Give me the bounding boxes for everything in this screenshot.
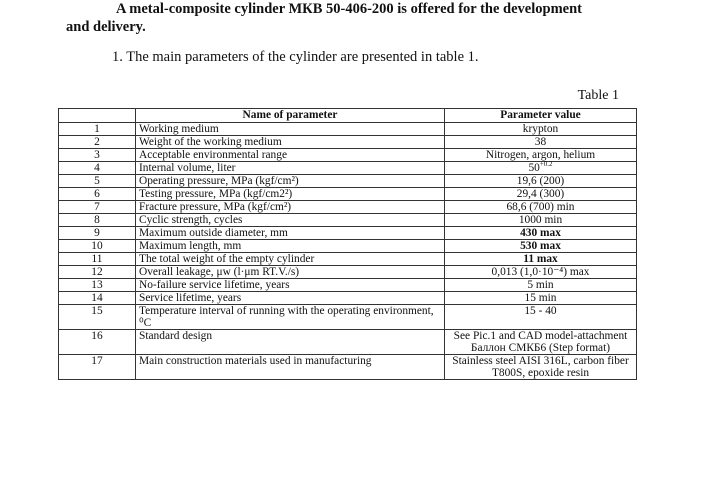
table-row — [59, 292, 637, 305]
row-number: 4 — [59, 162, 136, 175]
parameter-value: 68,6 (700) min — [445, 201, 637, 214]
parameter-value — [445, 162, 637, 175]
parameter-name: Internal volume, liter — [136, 162, 445, 175]
table-row — [59, 305, 637, 330]
row-number: 14 — [59, 292, 136, 305]
parameter-value: 0,013 (1,0·10⁻⁴) max — [445, 266, 637, 279]
parameter-value: Nitrogen, argon, helium — [445, 149, 637, 162]
parameter-value: 11 max — [445, 253, 637, 266]
table-caption: Table 1 — [577, 88, 619, 103]
parameter-value: 1000 min — [445, 214, 637, 227]
document-heading — [66, 0, 706, 36]
parameter-value: krypton — [445, 123, 637, 136]
header-value: Parameter value — [445, 109, 637, 123]
table-row — [59, 188, 637, 201]
table-row — [59, 266, 637, 279]
table-row — [59, 279, 637, 292]
table-row — [59, 136, 637, 149]
parameter-name: Testing pressure, MPa (kgf/cm2²) — [136, 188, 445, 201]
parameter-value: 29,4 (300) — [445, 188, 637, 201]
parameter-value: Stainless steel AISI 316L, carbon fiber T800S, epoxide resin — [445, 355, 637, 380]
value-main: 50 — [528, 162, 540, 174]
row-number: 11 — [59, 253, 136, 266]
row-number: 12 — [59, 266, 136, 279]
intro-paragraph: 1. The main parameters of the cylinder are presented in table 1. — [112, 49, 479, 65]
parameter-value: 19,6 (200) — [445, 175, 637, 188]
parameter-name: Service lifetime, years — [136, 292, 445, 305]
parameter-name: Maximum length, mm — [136, 240, 445, 253]
parameter-name: Main construction materials used in manufacturing — [136, 355, 445, 380]
parameter-name: Operating pressure, MPa (kgf/cm²) — [136, 175, 445, 188]
row-number: 6 — [59, 188, 136, 201]
row-number: 10 — [59, 240, 136, 253]
table-row — [59, 330, 637, 355]
row-number: 5 — [59, 175, 136, 188]
row-number: 7 — [59, 201, 136, 214]
parameter-name: Working medium — [136, 123, 445, 136]
row-number: 15 — [59, 305, 136, 330]
parameter-value: 15 min — [445, 292, 637, 305]
heading-line-1: A metal-composite cylinder МКВ 50-406-200 is offered for the development — [116, 1, 582, 17]
table-header-row — [59, 109, 637, 123]
parameter-name: Weight of the working medium — [136, 136, 445, 149]
row-number: 8 — [59, 214, 136, 227]
row-number: 3 — [59, 149, 136, 162]
parameter-value: 15 - 40 — [445, 305, 637, 330]
table-row — [59, 355, 637, 380]
table-row — [59, 214, 637, 227]
parameter-name: The total weight of the empty cylinder — [136, 253, 445, 266]
parameter-name: Cyclic strength, cycles — [136, 214, 445, 227]
table-row — [59, 240, 637, 253]
parameter-name: Maximum outside diameter, mm — [136, 227, 445, 240]
parameter-name: Standard design — [136, 330, 445, 355]
parameter-value: 38 — [445, 136, 637, 149]
parameter-value: See Pic.1 and CAD model-attachment Баллон СМКБ6 (Step format) — [445, 330, 637, 355]
table-row — [59, 162, 637, 175]
row-number: 13 — [59, 279, 136, 292]
parameter-name: Temperature interval of running with the operating environment, ⁰C — [136, 305, 445, 330]
header-name: Name of parameter — [136, 109, 445, 123]
row-number: 16 — [59, 330, 136, 355]
value-tolerance: +0.2 — [539, 160, 553, 169]
heading-line-2: and delivery. — [66, 19, 146, 35]
table-row — [59, 253, 637, 266]
parameter-name: Overall leakage, μw (l·μm RT.V./s) — [136, 266, 445, 279]
table-row — [59, 201, 637, 214]
table-row — [59, 175, 637, 188]
parameter-value: 430 max — [445, 227, 637, 240]
parameter-name: Fracture pressure, MPa (kgf/cm²) — [136, 201, 445, 214]
row-number: 1 — [59, 123, 136, 136]
header-number — [59, 109, 136, 123]
parameter-value: 5 min — [445, 279, 637, 292]
row-number: 2 — [59, 136, 136, 149]
parameter-value: 530 max — [445, 240, 637, 253]
table-row — [59, 123, 637, 136]
row-number: 9 — [59, 227, 136, 240]
parameters-table — [58, 108, 637, 380]
parameter-name: Acceptable environmental range — [136, 149, 445, 162]
parameter-name: No-failure service lifetime, years — [136, 279, 445, 292]
row-number: 17 — [59, 355, 136, 380]
table-row — [59, 227, 637, 240]
